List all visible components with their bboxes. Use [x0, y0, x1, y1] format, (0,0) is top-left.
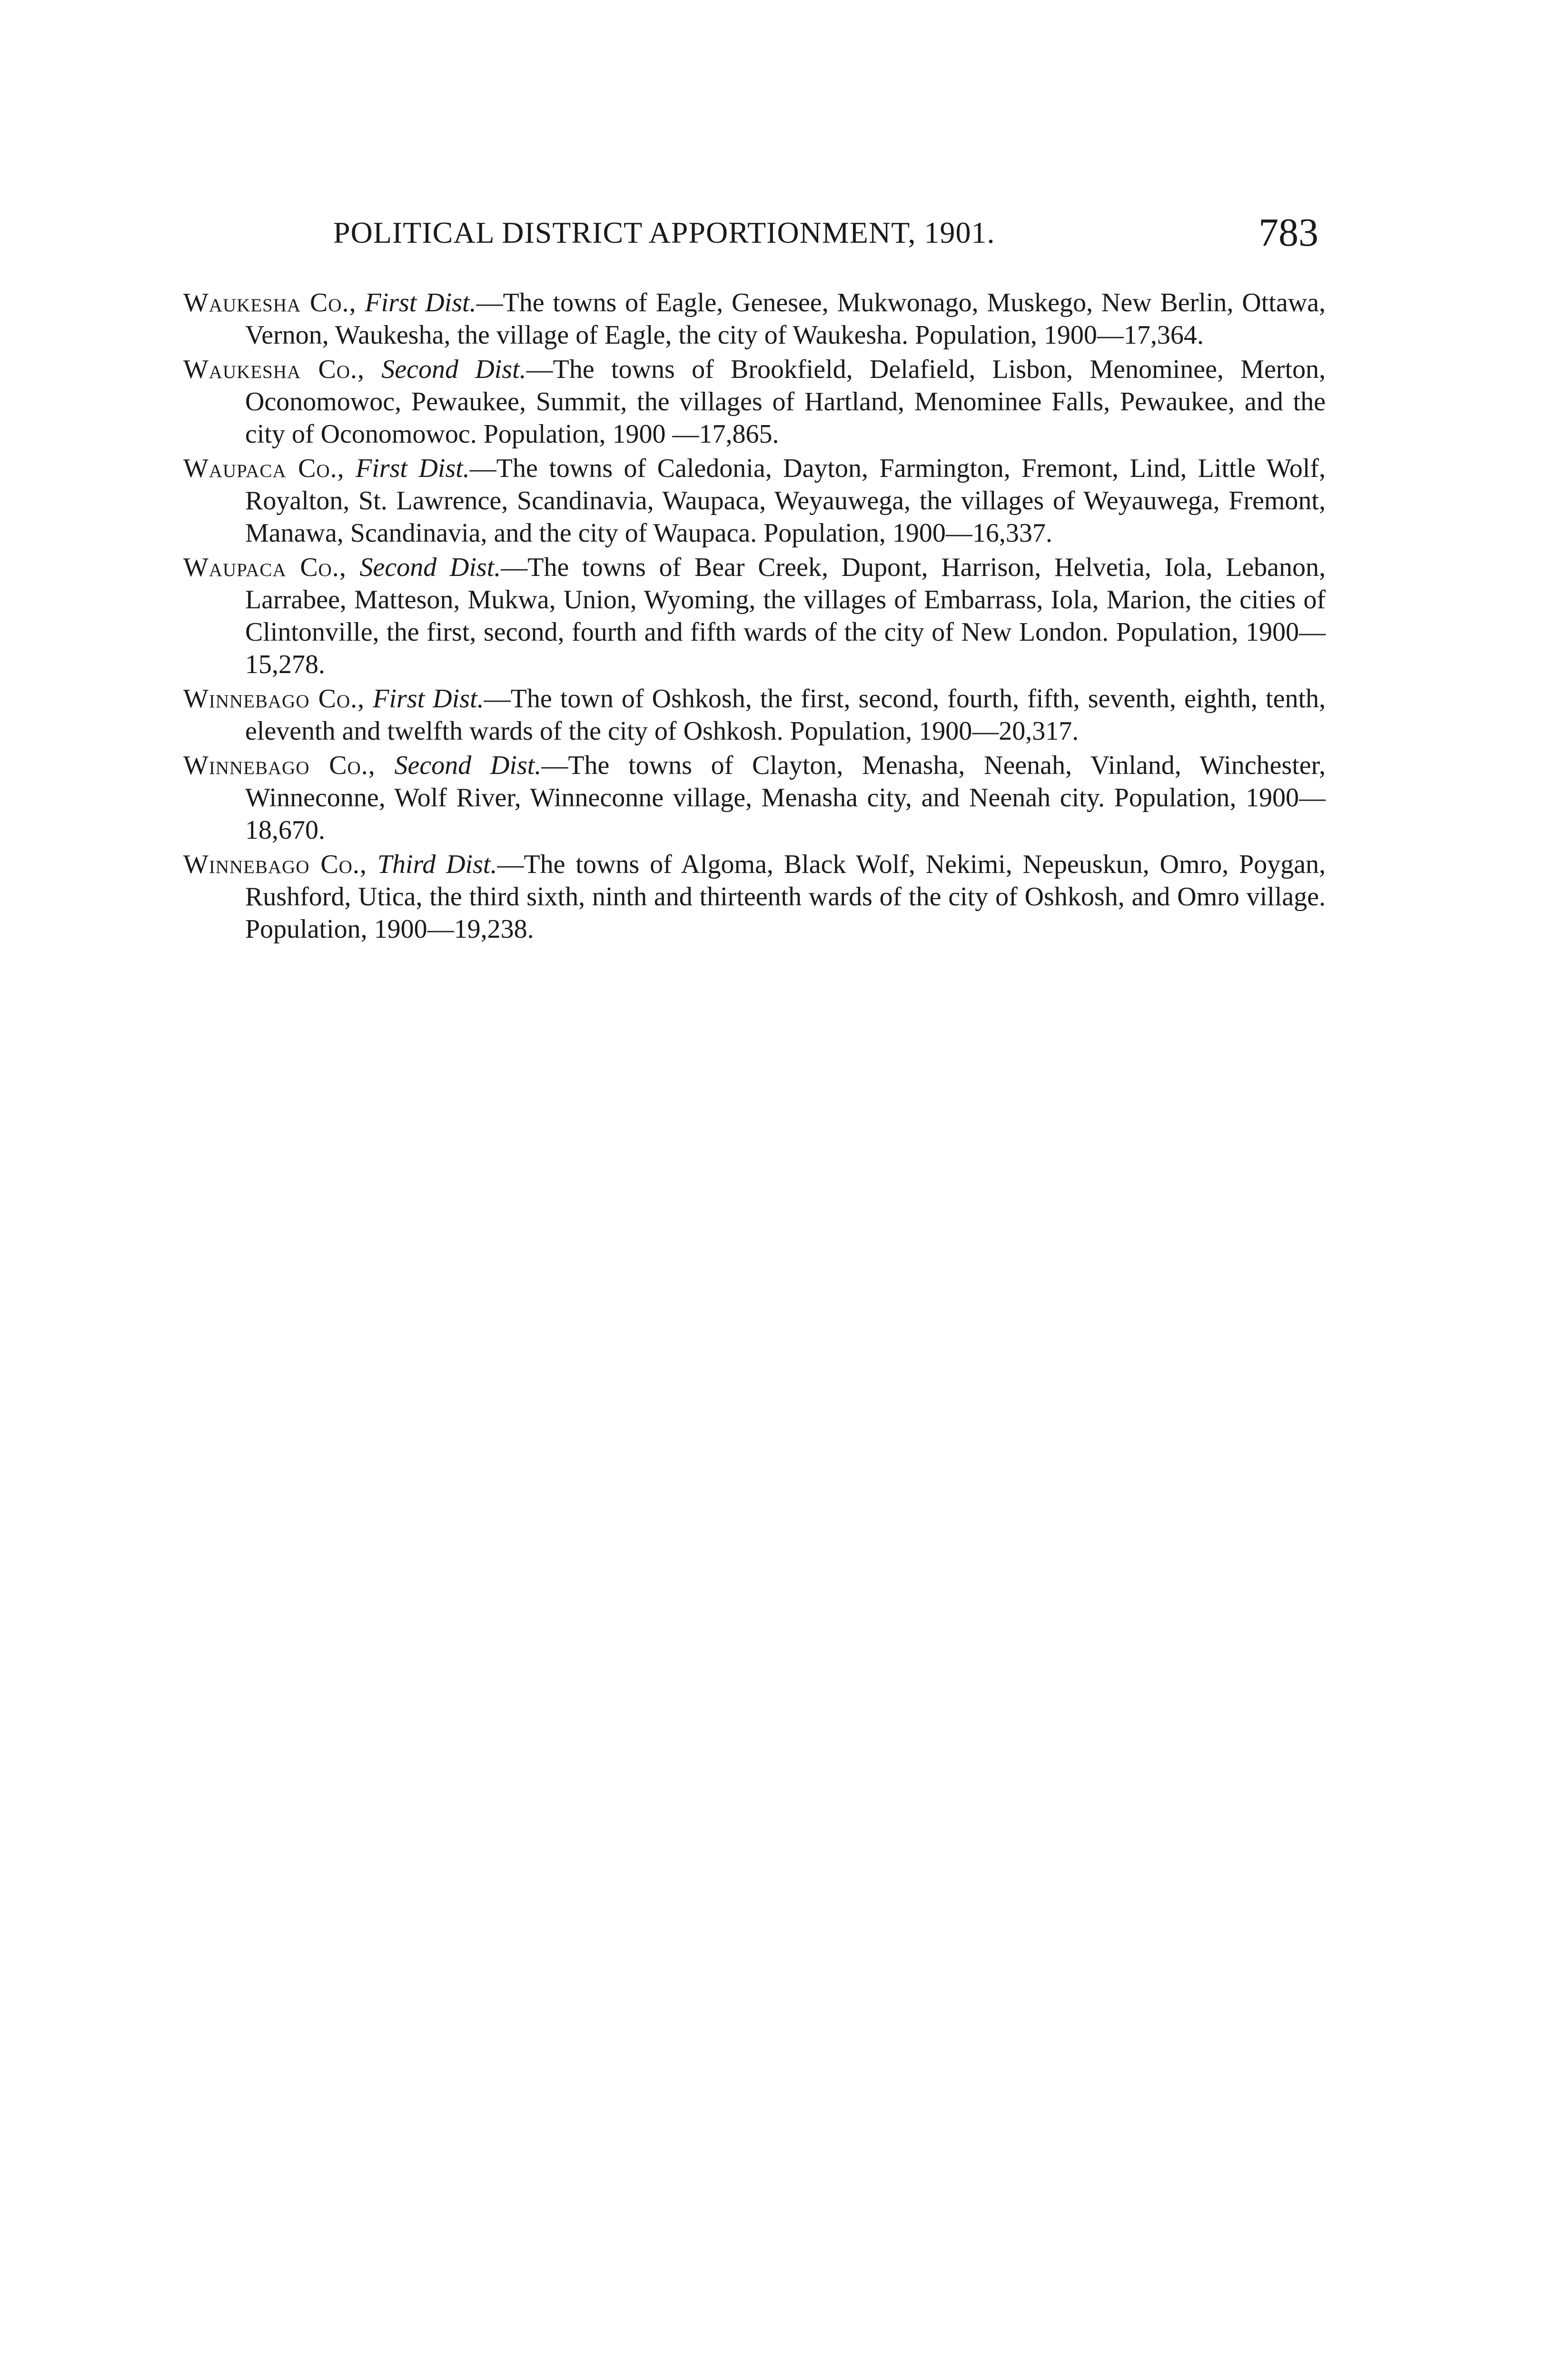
county-name: Waukesha Co.,	[183, 288, 357, 317]
district-entry	[183, 551, 1326, 681]
district-name: Second Dist.	[381, 355, 526, 384]
page-number: 783	[1259, 210, 1318, 255]
county-name: Winnebago Co.,	[183, 850, 367, 879]
district-list	[183, 287, 1326, 947]
district-name: First Dist.	[365, 288, 476, 317]
district-name: First Dist.	[373, 684, 484, 714]
county-name: Waupaca Co.,	[183, 454, 345, 483]
county-name: Waukesha Co.,	[183, 355, 365, 384]
district-entry	[183, 749, 1326, 846]
district-description: —The town of Oshkosh, the first, second, fourth, fifth, seventh, eighth, tenth, eleventh and twelfth wards of the city of Oshkosh. Population, 1900—20,317.	[245, 684, 1326, 746]
district-entry	[183, 848, 1326, 945]
district-name: Third Dist.	[377, 850, 497, 879]
district-description: —The towns of Brookfield, Delafield, Lisbon, Menominee, Merton, Oconomowoc, Pewaukee, Summit, the villages of Hartland, Menominee Falls, Pewaukee, and the city of Oconomowoc. Population, 1900 —17,865.	[245, 355, 1326, 449]
district-description: —The towns of Algoma, Black Wolf, Nekimi, Nepeuskun, Omro, Poygan, Rushford, Utica, the third sixth, ninth and thirteenth wards of the city of Oshkosh, and Omro village. Population, 1900—19,238.	[245, 850, 1326, 944]
district-name: Second Dist.	[394, 751, 542, 780]
district-entry	[183, 683, 1326, 747]
county-name: Waupaca Co.,	[183, 553, 347, 582]
county-name: Winnebago Co.,	[183, 684, 365, 714]
district-entry	[183, 287, 1326, 351]
district-description: —The towns of Bear Creek, Dupont, Harrison, Helvetia, Iola, Lebanon, Larrabee, Matteson, Mukwa, Union, Wyoming, the villages of Embarrass, Iola, Marion, the cities of Clintonville, the first, second, fourth and fifth wards of the city of New London. Population, 1900—15,278.	[245, 553, 1326, 679]
county-name: Winnebago Co.,	[183, 751, 376, 780]
district-description: —The towns of Eagle, Genesee, Mukwonago, Muskego, New Berlin, Ottawa, Vernon, Waukesha, the village of Eagle, the city of Waukesha. Population, 1900—17,364.	[245, 288, 1326, 350]
district-description: —The towns of Clayton, Menasha, Neenah, Vinland, Winchester, Winneconne, Wolf River, Winneconne village, Menasha city, and Neenah city. Population, 1900—18,670.	[245, 751, 1326, 845]
running-head	[181, 209, 1328, 262]
district-entry	[183, 452, 1326, 549]
district-name: Second Dist.	[359, 553, 501, 582]
page-title: POLITICAL DISTRICT APPORTIONMENT, 1901.	[333, 216, 995, 249]
district-description: —The towns of Caledonia, Dayton, Farmington, Fremont, Lind, Little Wolf, Royalton, St. Lawrence, Scandinavia, Waupaca, Weyauwega, the villages of Weyauwega, Fremont, Manawa, Scandinavia, and the city of Waupaca. Population, 1900—16,337.	[245, 454, 1326, 548]
district-entry	[183, 353, 1326, 450]
district-name: First Dist.	[356, 454, 470, 483]
